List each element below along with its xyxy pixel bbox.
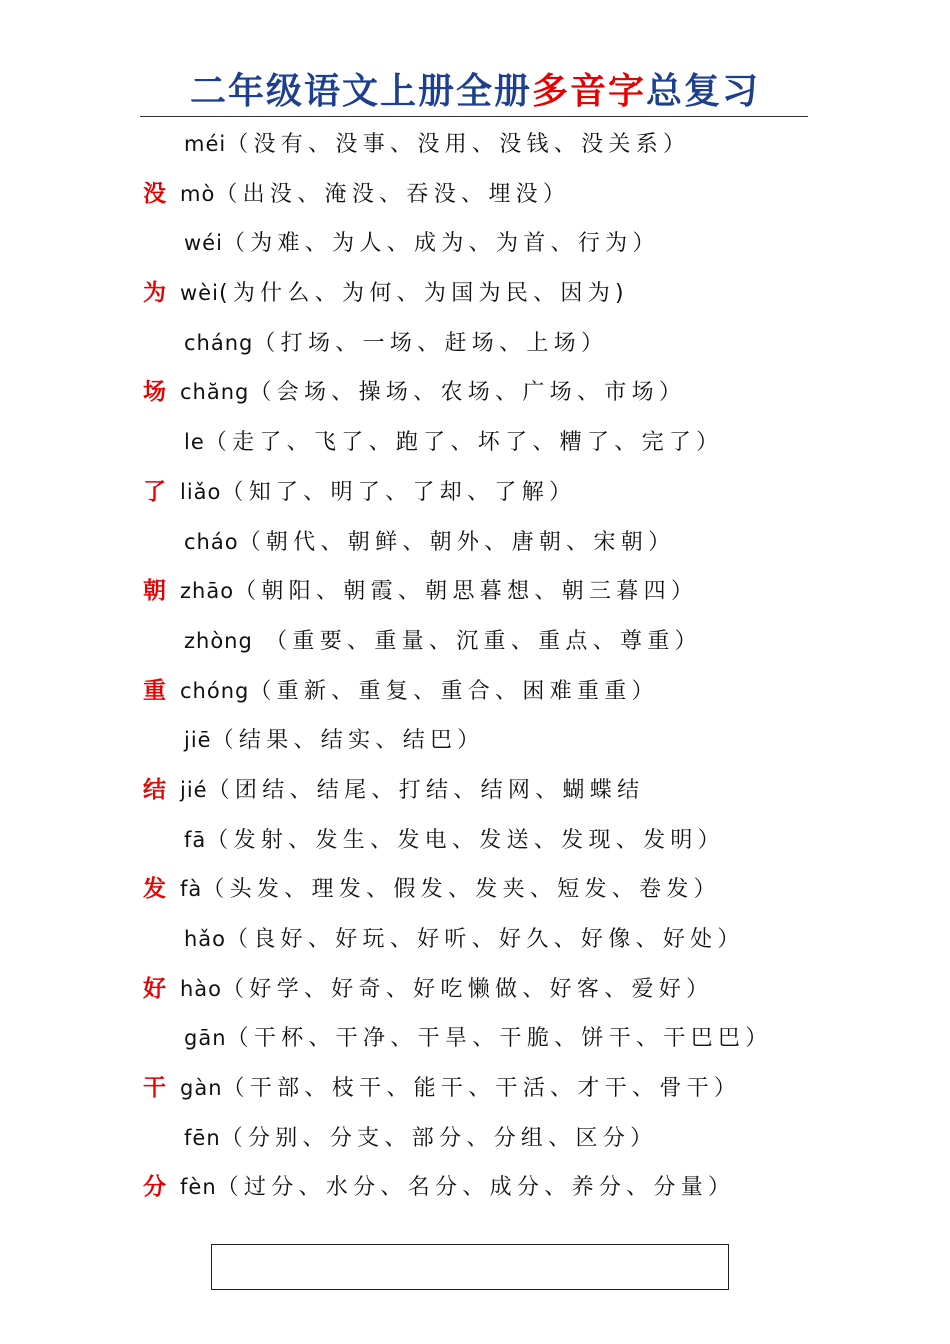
example-words: （没有、没事、没用、没钱、没关系） <box>226 132 691 157</box>
example-words: （打场、一场、赶场、上场） <box>253 330 609 356</box>
reading-line <box>143 319 923 369</box>
pinyin: fèn <box>180 1175 217 1200</box>
pinyin: liǎo <box>180 479 222 504</box>
example-words: （重要、重量、沉重、重点、尊重） <box>252 628 702 654</box>
example-words: （头发、理发、假发、发夹、短发、卷发） <box>202 877 721 903</box>
title-part-2: 总复习 <box>646 71 761 112</box>
title-underline <box>140 116 808 117</box>
polyphonic-char: 结 <box>143 776 166 803</box>
pinyin: méi <box>184 132 227 156</box>
reading-line <box>143 219 923 269</box>
reading-line <box>143 567 923 617</box>
example-words: （知了、明了、了却、了解） <box>221 479 577 505</box>
reading-line <box>143 617 923 667</box>
pinyin: wéi <box>184 231 223 256</box>
reading-line <box>143 865 923 915</box>
polyphonic-char: 发 <box>143 876 166 903</box>
pinyin: mò <box>180 181 216 206</box>
reading-line <box>143 518 923 568</box>
pinyin: jiē <box>184 728 212 753</box>
reading-line <box>143 468 923 518</box>
pinyin: cháng <box>184 330 254 355</box>
example-words: （团结、结尾、打结、结网、蝴蝶结 <box>207 777 645 803</box>
pinyin: wèi <box>180 281 219 306</box>
reading-line <box>143 269 923 319</box>
example-words: （良好、好玩、好听、好久、好像、好处） <box>226 927 745 952</box>
example-words: （走了、飞了、跑了、坏了、糟了、完了） <box>204 430 724 456</box>
polyphonic-char: 了 <box>143 478 166 505</box>
page-title <box>0 66 950 118</box>
example-words: （出没、淹没、吞没、埋没） <box>215 181 571 207</box>
pinyin: le <box>184 430 205 455</box>
example-words: （重新、重复、重合、困难重重） <box>249 678 659 704</box>
polyphonic-char: 朝 <box>143 578 166 605</box>
polyphonic-char: 好 <box>143 975 166 1002</box>
pinyin: gān <box>184 1026 227 1051</box>
example-words: （干杯、干净、干旱、干脆、饼干、干巴巴） <box>226 1026 773 1052</box>
reading-line <box>143 915 923 965</box>
example-words: （为难、为人、成为、为首、行为） <box>222 231 660 257</box>
pinyin: cháo <box>184 529 239 554</box>
pinyin: zhāo <box>180 579 235 604</box>
pinyin: fà <box>180 877 203 902</box>
pinyin: zhòng <box>184 628 253 653</box>
pinyin: hào <box>180 976 223 1001</box>
example-words: （干部、枝干、能干、干活、才干、骨干） <box>222 1076 742 1102</box>
polyphonic-char: 为 <box>143 280 166 307</box>
pinyin: hǎo <box>184 927 227 951</box>
pinyin: jié <box>180 777 208 802</box>
reading-line <box>143 965 923 1015</box>
polyphonic-char: 分 <box>143 1174 166 1201</box>
polyphonic-char: 干 <box>143 1075 166 1102</box>
reading-line <box>143 816 923 866</box>
example-words: （会场、操场、农场、广场、市场） <box>249 380 687 406</box>
polyphonic-char: 场 <box>143 379 166 406</box>
pinyin: chăng <box>180 380 250 405</box>
pinyin: gàn <box>180 1076 223 1101</box>
reading-line <box>143 1064 923 1114</box>
example-words: （结果、结实、结巴） <box>211 728 485 754</box>
example-words: （发射、发生、发电、发送、发现、发明） <box>206 827 725 853</box>
example-words: （朝阳、朝霞、朝思暮想、朝三暮四） <box>234 579 699 605</box>
reading-line <box>143 120 923 170</box>
reading-line <box>143 766 923 816</box>
example-words: （分别、分支、部分、分组、区分） <box>220 1125 658 1151</box>
example-words: （好学、好奇、好吃懒做、好客、爱好） <box>222 976 714 1002</box>
reading-line <box>143 368 923 418</box>
example-words: （朝代、朝鲜、朝外、唐朝、宋朝） <box>238 529 676 555</box>
title-highlight: 多音字 <box>531 71 646 112</box>
reading-line <box>143 1163 923 1213</box>
reading-line <box>143 716 923 766</box>
reading-line <box>143 1114 923 1164</box>
example-words: (为什么、为何、为国为民、因为) <box>218 281 629 307</box>
footer-box <box>211 1244 729 1290</box>
pinyin: fā <box>184 827 207 852</box>
reading-line <box>143 170 923 220</box>
polyphonic-char: 没 <box>143 180 166 207</box>
title-part-1: 二年级语文上册全册 <box>189 71 532 112</box>
polyphonic-list <box>143 120 923 1213</box>
pinyin: chóng <box>180 678 250 703</box>
pinyin: fēn <box>184 1125 221 1150</box>
polyphonic-char: 重 <box>143 677 166 704</box>
reading-line <box>143 667 923 717</box>
reading-line <box>143 418 923 468</box>
reading-line <box>143 1014 923 1064</box>
example-words: （过分、水分、名分、成分、养分、分量） <box>216 1175 736 1201</box>
